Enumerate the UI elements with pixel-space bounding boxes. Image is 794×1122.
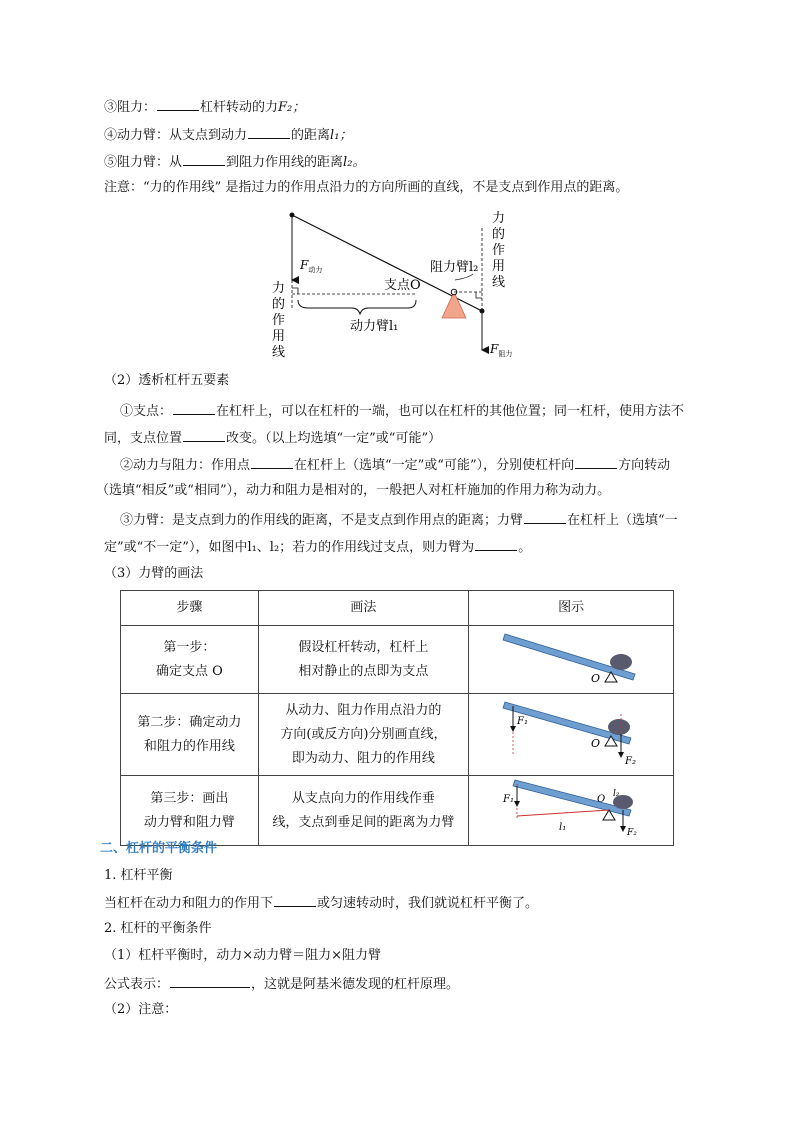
blank-input[interactable] xyxy=(170,974,250,988)
svg-text:的: 的 xyxy=(492,227,506,242)
part2-title: （2）透析杠杆五要素 xyxy=(104,373,230,388)
blank-input[interactable] xyxy=(274,893,316,907)
table-row xyxy=(121,776,674,846)
blank-input[interactable] xyxy=(157,97,199,111)
step2-figure xyxy=(501,694,641,766)
item3-text: 杠杆转动的力 xyxy=(200,100,279,115)
part2-p2: ②动力与阻力：作用点 在杠杆上（选填“一定”或“可能”），分别使杠杆向 方向转动 xyxy=(120,455,670,475)
svg-text:作: 作 xyxy=(492,243,506,258)
blank-input[interactable] xyxy=(475,537,517,551)
section2-s2-1: （1）杠杆平衡时，动力×动力臂＝阻力×阻力臂 xyxy=(104,948,382,963)
header-figure: 图示 xyxy=(469,591,674,626)
lever-diagram xyxy=(268,208,528,358)
svg-text:l₁: l₁ xyxy=(559,822,567,833)
figure-cell xyxy=(469,626,674,694)
step-cell: 第一步： 确定支点 O xyxy=(121,626,259,694)
resistance-arm-label: 阻力臂l₂ xyxy=(430,260,479,275)
blank-input[interactable] xyxy=(183,428,225,442)
blank-input[interactable] xyxy=(524,510,566,524)
table-header-row xyxy=(121,591,674,626)
part2-p2-cont: （选填“相反”或“相同”），动力和阻力是相对的，一般把人对杠杆施加的作用力称为动力。 xyxy=(96,483,611,498)
item5-symbol: l₂。 xyxy=(343,155,366,170)
note-line xyxy=(104,179,628,197)
item5-text: 到阻力作用线的距离 xyxy=(226,155,344,170)
svg-text:F₁: F₁ xyxy=(517,716,529,727)
part3-title: （3）力臂的画法 xyxy=(104,566,204,581)
blank-input[interactable] xyxy=(173,401,215,415)
step1-figure xyxy=(501,626,641,684)
step-cell: 第二步：确定动力 和阻力的作用线 xyxy=(121,694,259,776)
method-cell: 从动力、阻力作用点沿力的 方向(或反方向)分别画直线， 即为动力、阻力的作用线 xyxy=(258,694,468,776)
svg-text:线: 线 xyxy=(272,345,286,358)
svg-text:O: O xyxy=(591,672,601,684)
table-row xyxy=(121,694,674,776)
note-text: 注意：“力的作用线” 是指过力的作用点沿力的方向所画的直线，不是支点到作用点的距离。 xyxy=(104,180,629,195)
section2-s1: 1. 杠杆平衡 xyxy=(104,868,173,883)
item5-label: ⑤阻力臂：从 xyxy=(104,155,183,170)
svg-text:作: 作 xyxy=(272,313,286,328)
resistance-force-label: $F_{阻力}$ xyxy=(490,342,513,358)
effort-point xyxy=(290,213,295,218)
svg-text:力: 力 xyxy=(492,211,506,226)
effort-force-label: $F_{动力}$ xyxy=(300,258,323,274)
item3-label: ③阻力： xyxy=(104,100,157,115)
blank-input[interactable] xyxy=(251,455,293,469)
part2-p3: ③力臂：是支点到力的作用线的距离，不是支点到作用点的距离；力臂 在杠杆上（选填“一 xyxy=(120,510,678,530)
svg-text:O: O xyxy=(591,737,601,750)
section2-s2: 2. 杠杆的平衡条件 xyxy=(104,921,212,936)
table-row xyxy=(121,626,674,694)
svg-text:用: 用 xyxy=(272,329,286,344)
blank-input[interactable] xyxy=(183,152,225,166)
svg-text:F₁: F₁ xyxy=(503,794,515,805)
part2-p3-cont: 定”或“不一定”），如图中l₁、l₂；若力的作用线过支点，则力臂为 。 xyxy=(104,537,531,557)
item-effort-arm xyxy=(104,125,352,145)
section2-formula: 公式表示： ，这就是阿基米德发现的杠杆原理。 xyxy=(104,974,459,994)
line-of-action-right-label xyxy=(492,210,505,290)
header-step: 步骤 xyxy=(121,591,259,626)
svg-text:力: 力 xyxy=(272,281,286,296)
svg-text:用: 用 xyxy=(492,259,506,274)
effort-arm-brace xyxy=(298,300,416,314)
method-cell: 假设杠杆转动，杠杆上 相对静止的点即为支点 xyxy=(258,626,468,694)
svg-text:F₂: F₂ xyxy=(625,756,637,766)
effort-arm-label: 动力臂l₁ xyxy=(350,319,399,334)
svg-text:的: 的 xyxy=(272,297,286,312)
svg-text:l₂: l₂ xyxy=(613,789,620,799)
part2-p1: ①支点： 在杠杆上，可以在杠杆的一端，也可以在杠杆的其他位置；同一杠杆，使用方法不 xyxy=(120,401,684,421)
figure-cell xyxy=(469,694,674,776)
line-of-action-left-label xyxy=(272,280,285,358)
steps-table xyxy=(120,590,674,846)
part2-p1-cont: 同，支点位置 改变。（以上均选填“一定”或“可能”） xyxy=(104,428,441,448)
blank-input[interactable] xyxy=(575,455,617,469)
blank-input[interactable] xyxy=(248,125,290,139)
section2-s1-text: 当杠杆在动力和阻力的作用下 或匀速转动时，我们就说杠杆平衡了。 xyxy=(104,893,538,913)
svg-text:F₂: F₂ xyxy=(627,828,637,836)
fulcrum-label: 支点O xyxy=(384,278,421,293)
svg-text:线: 线 xyxy=(492,275,506,290)
fulcrum-triangle xyxy=(442,292,466,318)
step-cell: 第三步：画出 动力臂和阻力臂 xyxy=(121,776,259,846)
item4-symbol: l₁； xyxy=(330,128,353,143)
header-method: 画法 xyxy=(258,591,468,626)
item-resistance xyxy=(104,97,305,117)
section2-heading: 二、杠杆的平衡条件 xyxy=(100,841,218,856)
method-cell: 从支点向力的作用线作垂 线，支点到垂足间的距离为力臂 xyxy=(258,776,468,846)
rock-icon xyxy=(610,654,632,670)
item-resistance-arm xyxy=(104,152,365,172)
section2-s2-2: （2）注意： xyxy=(104,1002,178,1017)
item3-symbol: F₂； xyxy=(278,100,306,115)
figure-cell xyxy=(469,776,674,846)
item4-text: 的距离 xyxy=(291,128,331,143)
svg-text:O: O xyxy=(597,794,606,805)
step3-figure xyxy=(501,776,641,836)
item4-label: ④动力臂：从支点到动力 xyxy=(104,128,248,143)
